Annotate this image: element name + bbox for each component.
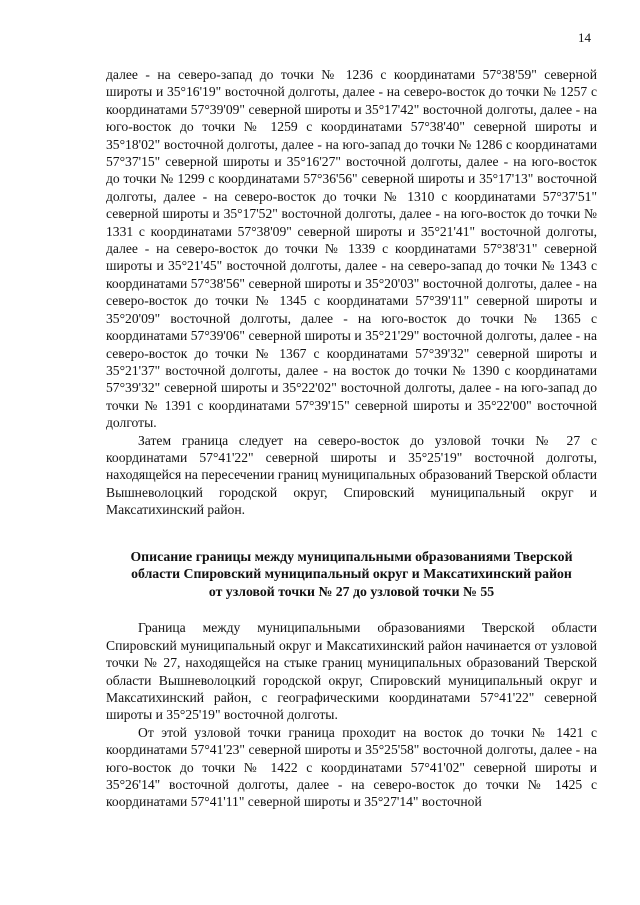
section-heading-line-3: от узловой точки № 27 до узловой точки № 55 [208, 583, 495, 599]
section-heading [106, 548, 597, 601]
page-number: 14 [578, 30, 591, 45]
document-body [106, 66, 597, 811]
boundary-paragraph-continued: далее - на северо-запад до точки № 1236 с координатами 57°38'59" северной широты и 35°16'19" восточной долготы, далее - на северо-восток до точки № 1257 с координатами 57°39'09" северной широты и 35°17'42" восточной долготы, далее - на юго-восток до точки № 1259 с координатами 57°38'40" северной широты и 35°18'02" восточной долготы, далее - на юго-запад до точки № 1286 с координатами 57°37'15" северной широты и 35°16'27" восточной долготы, далее - на юго-восток до точки № 1299 с координатами 57°36'56" северной широты и 35°17'13" восточной долготы, далее - на северо-восток до точки № 1310 с координатами 57°37'51" северной широты и 35°17'52" восточной долготы, далее - на юго-восток до точки № 1331 с координатами 57°38'09" северной широты и 35°21'41" восточной долготы, далее - на северо-восток до точки № 1339 с координатами 57°38'31" северной широты и 35°21'45" восточной долготы, далее - на северо-запад до точки № 1343 с координатами 57°38'56" северной широты и 35°20'03" восточной долготы, далее - на северо-восток до точки № 1345 с координатами 57°39'11" северной широты и 35°20'09" восточной долготы, далее - на юго-восток до точки № 1365 с координатами 57°39'06" северной широты и 35°21'29" восточной долготы, далее - на северо-восток до точки № 1367 с координатами 57°39'32" северной широты и 35°21'37" восточной долготы, далее - на восток до точки № 1390 с координатами 57°39'32" северной широты и 35°22'02" восточной долготы, далее - на юго-запад до точки № 1391 с координатами 57°39'15" северной широты и 35°22'00" восточной долготы. [106, 67, 597, 431]
section-intro-paragraph: Граница между муниципальными образованиями Тверской области Спировский муниципальный округ и Максатихинский район начинается от узловой точки № 27, находящейся на стыке границ муниципальных образований Тверской области Вышневолоцкий городской округ, Спировский муниципальный округ и Максатихинский район, с географическими координатами 57°41'22" северной широты и 35°25'19" восточной долготы. [106, 620, 597, 723]
section-heading-line-1: Описание границы между муниципальными образованиями Тверской [130, 548, 573, 564]
section-heading-line-2: области Спировский муниципальный округ и Максатихинский район [131, 566, 572, 582]
section-route-paragraph: От этой узловой точки граница проходит на восток до точки № 1421 с координатами 57°41'23" северной широты и 35°25'58" восточной долготы, далее - на юго-восток до точки № 1422 с координатами 57°41'02" северной широты и 35°26'14" восточной долготы, далее - на северо-восток до точки № 1425 с координатами 57°41'11" северной широты и 35°27'14" восточной [106, 724, 597, 810]
boundary-paragraph-node-27: Затем граница следует на северо-восток до узловой точки № 27 с координатами 57°41'22" северной широты и 35°25'19" восточной долготы, находящейся на пересечении границ муниципальных образований Тверской области Вышневолоцкий городской округ, Спировский муниципальный округ и Максатихинский район. [106, 432, 597, 518]
